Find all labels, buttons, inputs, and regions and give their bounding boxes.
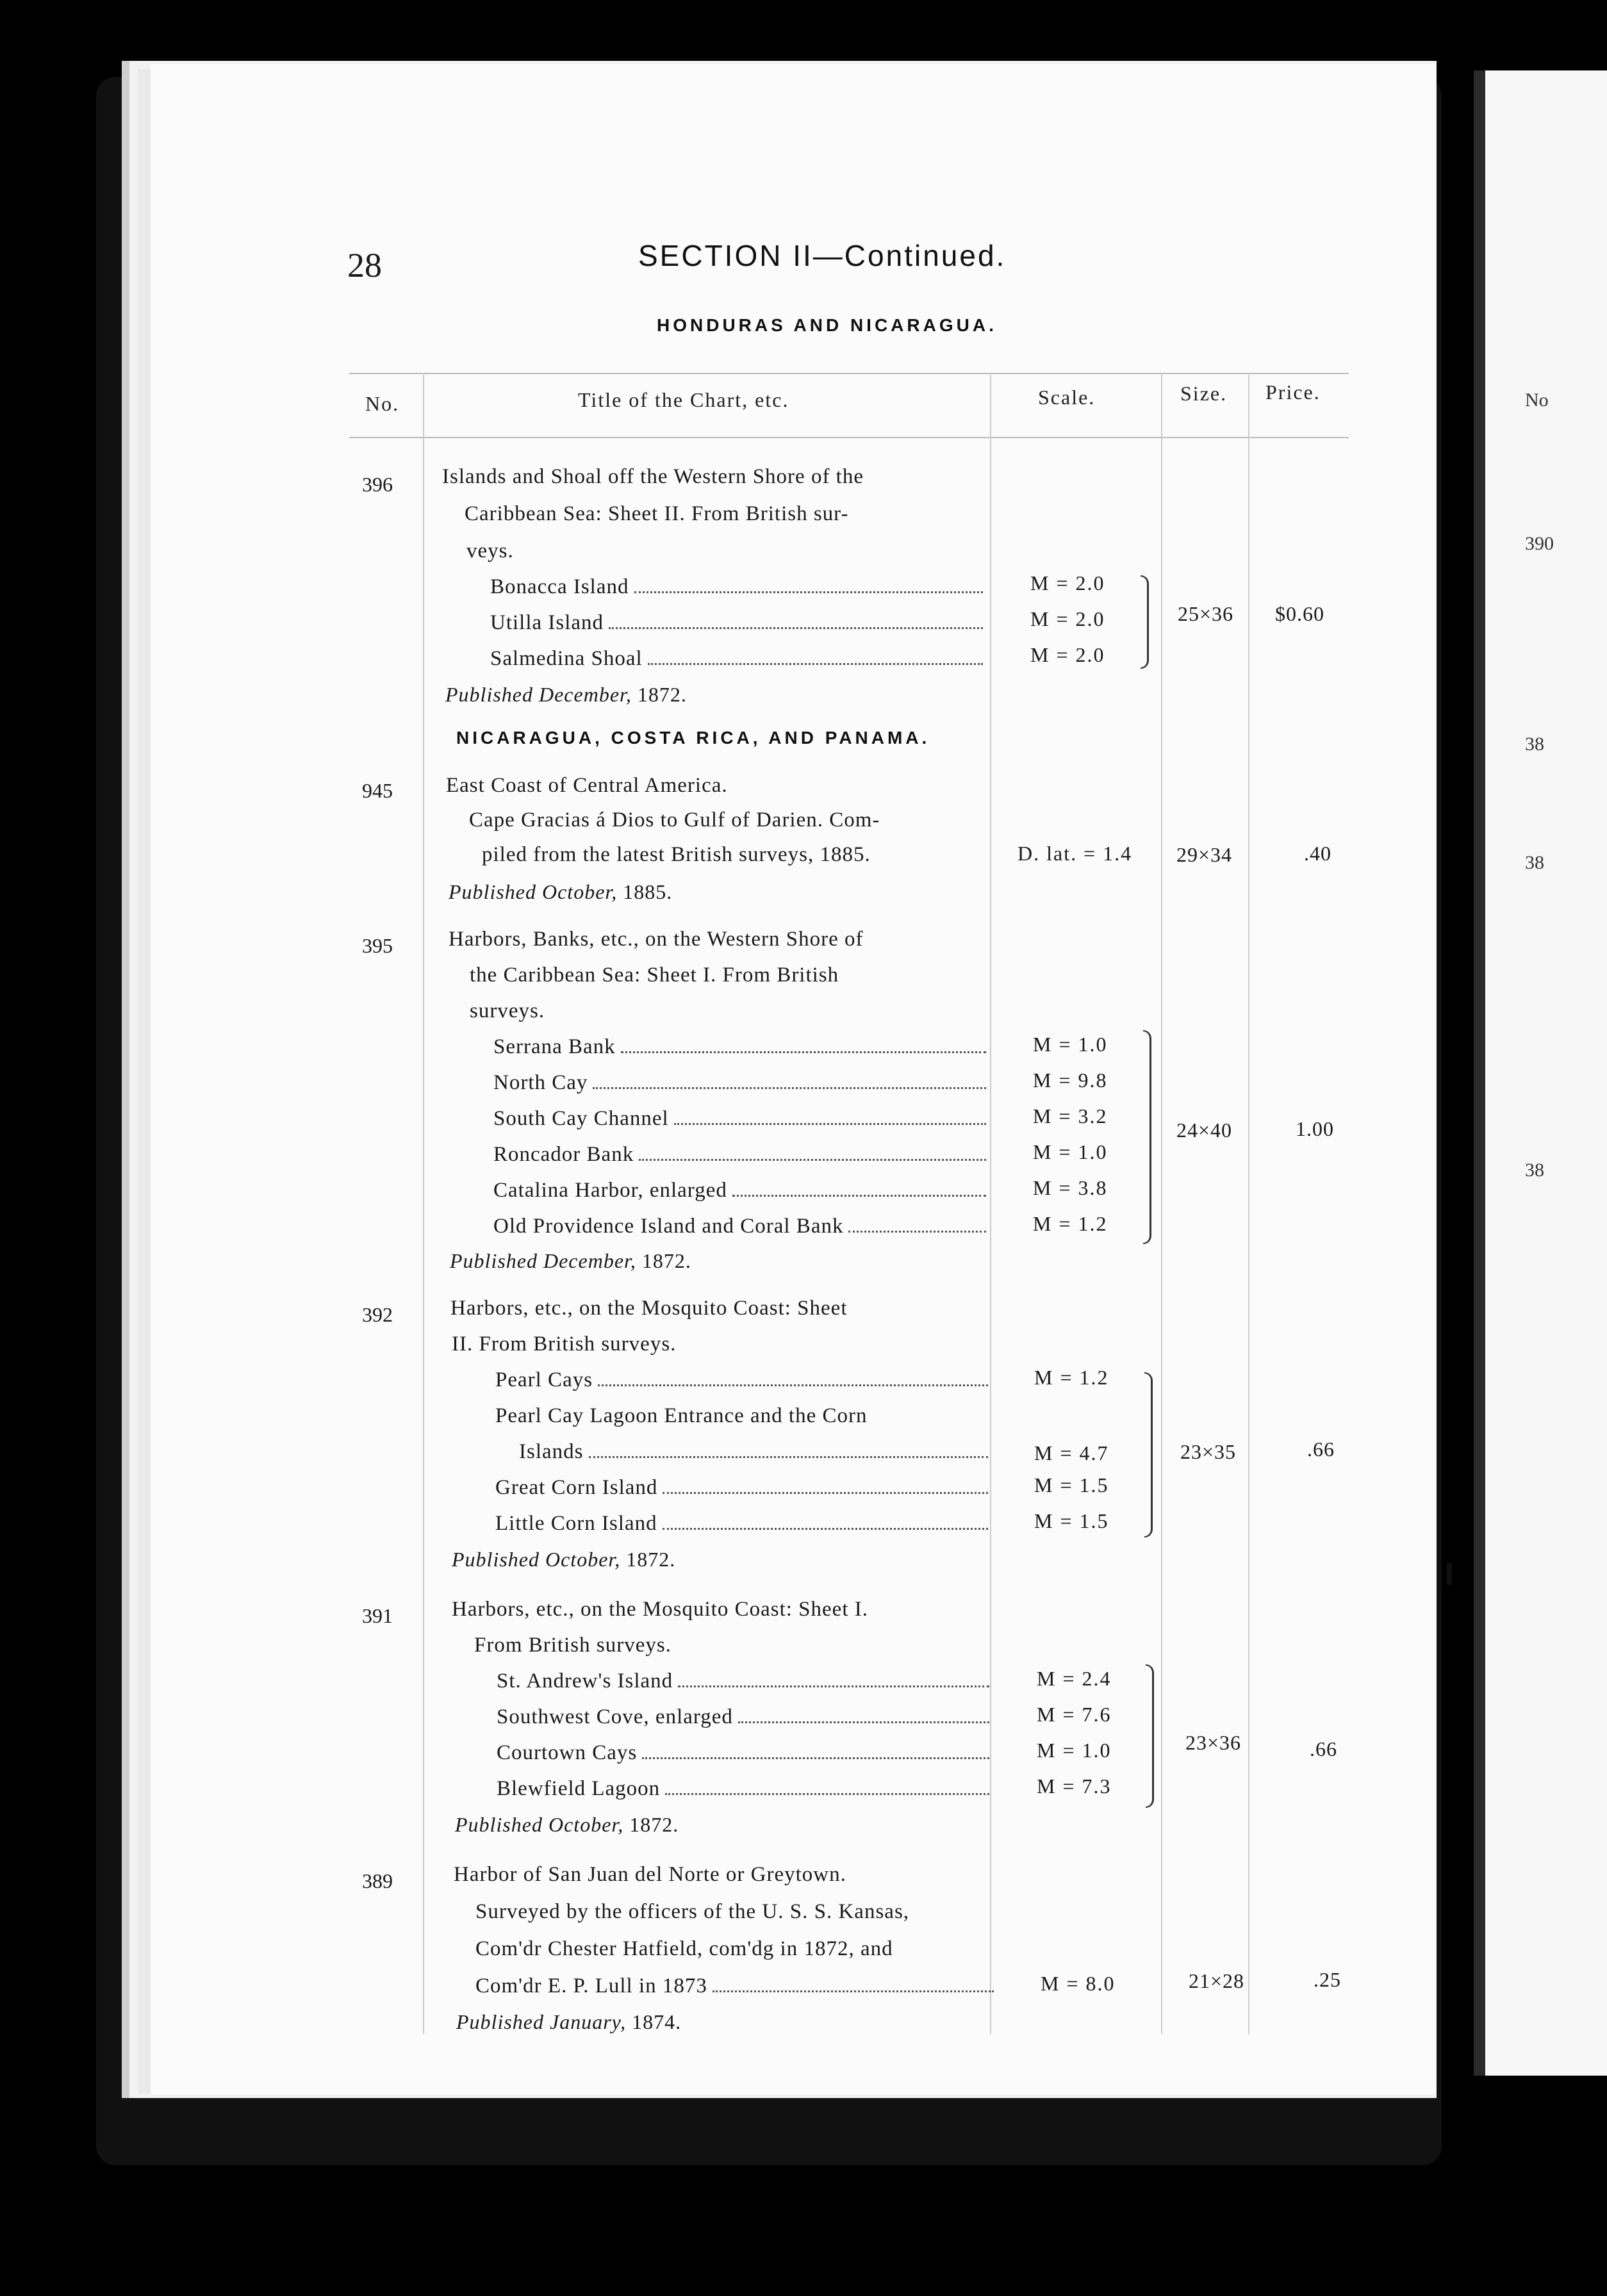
subchart-name: Old Providence Island and Coral Bank bbox=[493, 1215, 844, 1238]
facing-page-header-fragment: No bbox=[1525, 390, 1549, 411]
chart-price: .66 bbox=[1307, 1438, 1335, 1461]
chart-title-line: the Caribbean Sea: Sheet I. From British bbox=[470, 964, 839, 987]
chart-title-line: Harbors, etc., on the Mosquito Coast: Sheet I. bbox=[452, 1598, 868, 1621]
publication-date bbox=[456, 2010, 681, 2034]
subchart-row bbox=[495, 1368, 992, 1392]
subchart-name: Pearl Cay Lagoon Entrance and the Corn bbox=[495, 1404, 868, 1427]
publication-year: 1872. bbox=[641, 1249, 691, 1272]
chart-size: 23×36 bbox=[1185, 1731, 1242, 1754]
scale-value: M = 3.2 bbox=[1033, 1104, 1108, 1128]
subchart-name: Southwest Cove, enlarged bbox=[497, 1705, 733, 1728]
publication-date bbox=[452, 1548, 675, 1571]
subchart-row bbox=[493, 1107, 990, 1131]
publication-date bbox=[445, 683, 687, 707]
column-header-size: Size. bbox=[1180, 382, 1228, 405]
scale-value: M = 2.4 bbox=[1037, 1667, 1112, 1690]
chart-title-line: Com'dr Chester Hatfield, com'dg in 1872, and bbox=[475, 1937, 893, 1960]
publication-label: Published October, bbox=[449, 880, 618, 903]
region-heading: NICARAGUA, COSTA RICA, AND PANAMA. bbox=[456, 728, 930, 748]
grouping-brace bbox=[1141, 575, 1149, 669]
column-rule bbox=[423, 375, 424, 2034]
subchart-row bbox=[493, 1071, 990, 1095]
chart-title-line: piled from the latest British surveys, 1885. bbox=[482, 843, 871, 866]
chart-title-line: From British surveys. bbox=[474, 1634, 672, 1657]
subchart-name: Bonacca Island bbox=[490, 575, 629, 598]
header-bottom-rule bbox=[349, 437, 1349, 438]
chart-number: 392 bbox=[362, 1303, 393, 1326]
scale-value: M = 9.8 bbox=[1033, 1069, 1108, 1092]
chart-size: 25×36 bbox=[1178, 602, 1234, 625]
publication-date bbox=[455, 1813, 679, 1837]
publication-year: 1874. bbox=[632, 2010, 682, 2033]
facing-page-number-fragment: 38 bbox=[1525, 1160, 1544, 1181]
subchart-name: Pearl Cays bbox=[495, 1368, 593, 1391]
scale-value: M = 4.7 bbox=[1034, 1441, 1109, 1464]
column-header-price: Price. bbox=[1265, 381, 1321, 404]
facing-page bbox=[1474, 70, 1607, 2076]
scale-value: M = 3.8 bbox=[1033, 1176, 1108, 1199]
chart-title-line: Harbors, etc., on the Mosquito Coast: Sheet bbox=[450, 1297, 848, 1320]
chart-number: 391 bbox=[362, 1604, 393, 1627]
chart-size: 23×35 bbox=[1180, 1440, 1237, 1463]
scale-value: M = 1.0 bbox=[1033, 1033, 1108, 1056]
subchart-row bbox=[490, 611, 987, 635]
scale-value: M = 2.0 bbox=[1030, 571, 1105, 594]
subchart-row bbox=[497, 1741, 993, 1765]
subchart-name: Islands bbox=[519, 1440, 584, 1463]
chart-title-line: East Coast of Central America. bbox=[446, 774, 728, 797]
publication-label: Published October, bbox=[452, 1548, 621, 1571]
subchart-row bbox=[493, 1179, 990, 1202]
subchart-name: Roncador Bank bbox=[493, 1143, 634, 1166]
column-header-title: Title of the Chart, etc. bbox=[578, 388, 789, 411]
chart-price: .25 bbox=[1314, 1968, 1341, 1991]
subchart-name: Little Corn Island bbox=[495, 1512, 657, 1535]
subchart-row bbox=[497, 1777, 993, 1801]
grouping-brace bbox=[1144, 1372, 1153, 1538]
publication-year: 1872. bbox=[629, 1813, 679, 1836]
subchart-row bbox=[495, 1476, 992, 1500]
scale-value: M = 1.5 bbox=[1034, 1509, 1109, 1532]
scale-value: M = 7.6 bbox=[1037, 1703, 1112, 1726]
chart-title-line: Islands and Shoal off the Western Shore of the bbox=[442, 465, 864, 488]
publication-year: 1885. bbox=[623, 880, 673, 903]
publication-label: Published January, bbox=[456, 2010, 627, 2033]
chart-title-line: Cape Gracias á Dios to Gulf of Darien. Com- bbox=[469, 808, 880, 832]
subchart-name: North Cay bbox=[493, 1071, 588, 1094]
chart-title-line: Harbors, Banks, etc., on the Western Shore of bbox=[449, 928, 864, 951]
chart-number: 389 bbox=[362, 1869, 393, 1892]
scale-value: M = 2.0 bbox=[1030, 643, 1105, 666]
chart-title-line: surveys. bbox=[470, 999, 545, 1022]
facing-page-number-fragment: 38 bbox=[1525, 852, 1544, 873]
subchart-name: Blewfield Lagoon bbox=[497, 1777, 661, 1800]
scale-value: M = 2.0 bbox=[1030, 607, 1105, 630]
scale-value: M = 1.0 bbox=[1033, 1140, 1108, 1163]
scale-value: M = 8.0 bbox=[1041, 1972, 1116, 1995]
subchart-name: Courtown Cays bbox=[497, 1741, 638, 1764]
publication-date bbox=[449, 880, 672, 904]
subchart-name: Serrana Bank bbox=[493, 1035, 616, 1058]
chart-size: 24×40 bbox=[1176, 1119, 1233, 1142]
publication-year: 1872. bbox=[637, 683, 687, 706]
subchart-name: Catalina Harbor, enlarged bbox=[493, 1179, 727, 1202]
subchart-row bbox=[493, 1035, 990, 1059]
publication-date bbox=[450, 1249, 691, 1273]
chart-size: 21×28 bbox=[1189, 1969, 1245, 1992]
subchart-name: Salmedina Shoal bbox=[490, 647, 643, 670]
chart-size: 29×34 bbox=[1176, 843, 1233, 866]
publication-label: Published December, bbox=[450, 1249, 636, 1272]
region-heading: HONDURAS AND NICARAGUA. bbox=[657, 315, 997, 335]
grouping-brace bbox=[1143, 1030, 1151, 1244]
column-header-no: No. bbox=[365, 392, 400, 415]
subchart-name: St. Andrew's Island bbox=[497, 1669, 673, 1693]
page-number: 28 bbox=[347, 246, 382, 284]
facing-page-number-fragment: 38 bbox=[1525, 734, 1544, 755]
chart-price: .40 bbox=[1304, 842, 1331, 865]
subchart-row bbox=[490, 575, 987, 599]
subchart-row bbox=[475, 1974, 998, 1998]
scale-value: M = 1.2 bbox=[1033, 1212, 1108, 1235]
chart-title-line: Caribbean Sea: Sheet II. From British sur- bbox=[465, 502, 849, 525]
chart-title-line: Harbor of San Juan del Norte or Greytown. bbox=[454, 1863, 846, 1886]
publication-label: Published October, bbox=[455, 1813, 624, 1836]
publication-label: Published December, bbox=[445, 683, 632, 706]
subchart-name: Utilla Island bbox=[490, 611, 604, 634]
chart-price: .66 bbox=[1310, 1737, 1337, 1760]
column-rule bbox=[1161, 375, 1162, 2034]
subchart-name: Great Corn Island bbox=[495, 1476, 658, 1499]
subchart-name: South Cay Channel bbox=[493, 1107, 669, 1130]
column-header-scale: Scale. bbox=[1038, 386, 1096, 409]
chart-price: $0.60 bbox=[1275, 602, 1324, 625]
publication-year: 1872. bbox=[626, 1548, 676, 1571]
subchart-row bbox=[490, 647, 987, 671]
subchart-row bbox=[493, 1143, 990, 1167]
grouping-brace bbox=[1146, 1664, 1154, 1808]
subchart-row bbox=[497, 1669, 993, 1693]
facing-page-number-fragment: 390 bbox=[1525, 533, 1554, 554]
table-top-rule bbox=[349, 373, 1349, 374]
column-rule bbox=[1248, 375, 1249, 2034]
binding-mark bbox=[1447, 1563, 1452, 1585]
subchart-row bbox=[497, 1705, 993, 1729]
chart-title-line: Com'dr E. P. Lull in 1873 bbox=[475, 1974, 707, 1997]
subchart-row bbox=[493, 1215, 990, 1238]
scale-value: M = 7.3 bbox=[1037, 1775, 1112, 1798]
chart-title-line: II. From British surveys. bbox=[452, 1332, 677, 1356]
scale-value: M = 1.2 bbox=[1034, 1366, 1109, 1389]
chart-title-line: veys. bbox=[466, 539, 514, 562]
chart-number: 396 bbox=[362, 473, 393, 496]
subchart-row bbox=[519, 1440, 992, 1464]
chart-price: 1.00 bbox=[1296, 1117, 1334, 1140]
chart-number: 945 bbox=[362, 779, 393, 802]
section-title: SECTION II—Continued. bbox=[638, 239, 1007, 272]
chart-number: 395 bbox=[362, 934, 393, 957]
chart-title-line: Surveyed by the officers of the U. S. S. Kansas, bbox=[475, 1900, 910, 1923]
scale-value: D. lat. = 1.4 bbox=[1018, 842, 1133, 865]
scale-value: M = 1.0 bbox=[1037, 1739, 1112, 1762]
subchart-row bbox=[495, 1512, 992, 1536]
scale-value: M = 1.5 bbox=[1034, 1473, 1109, 1496]
